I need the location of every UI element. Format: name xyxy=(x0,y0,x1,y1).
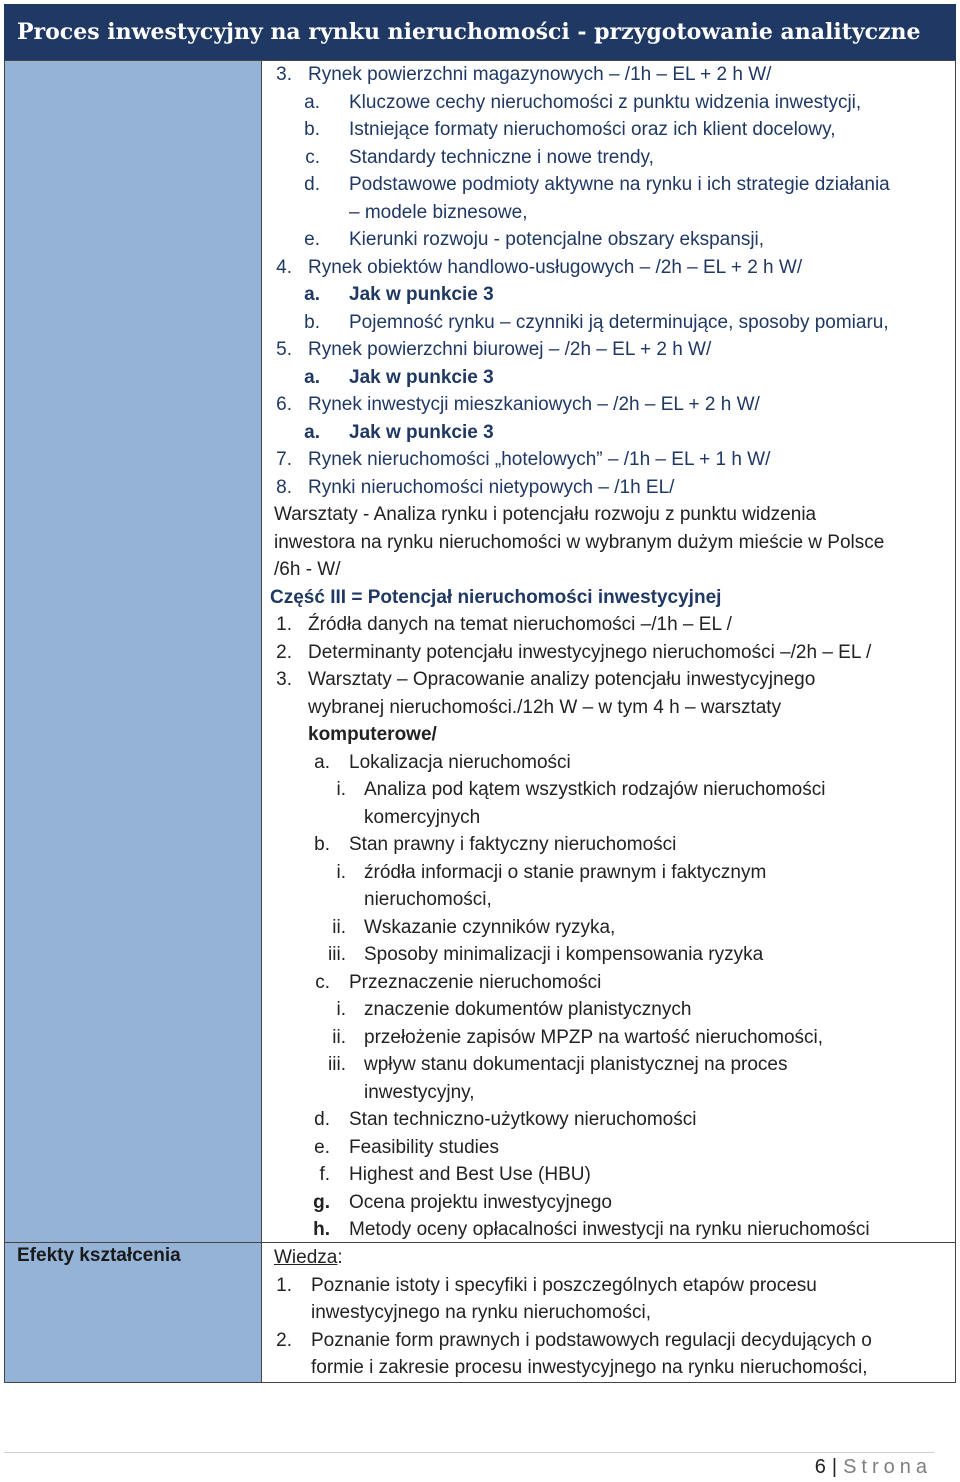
list-number: iii. xyxy=(328,1054,346,1075)
list-item-text: inwestycyjny, xyxy=(364,1082,475,1103)
list-number: ii. xyxy=(332,917,346,938)
list-number: a. xyxy=(304,92,320,113)
list-item-text: Feasibility studies xyxy=(349,1137,499,1158)
list-item-text: Ocena projektu inwestycyjnego xyxy=(349,1192,612,1213)
list-item-text: Rynek nieruchomości „hotelowych” – /1h – EL + 1 h W/ xyxy=(308,449,771,470)
page-footer xyxy=(815,1456,932,1479)
list-number: g. xyxy=(313,1192,330,1213)
list-number: i. xyxy=(336,779,346,800)
list-item-text: nieruchomości, xyxy=(364,889,492,910)
document-header xyxy=(4,4,956,60)
list-item-text: Lokalizacja nieruchomości xyxy=(349,752,571,773)
list-item-text: Analiza pod kątem wszystkich rodzajów nieruchomości xyxy=(364,779,826,800)
list-item-text: komputerowe/ xyxy=(308,724,437,745)
list-number: f. xyxy=(319,1164,330,1185)
list-number: 4. xyxy=(276,257,292,278)
header-title: Proces inwestycyjny na rynku nieruchomości - przygotowanie analityczne xyxy=(17,19,921,45)
list-number: a. xyxy=(304,422,320,443)
page-word: Strona xyxy=(843,1456,932,1478)
list-number: h. xyxy=(313,1219,330,1240)
list-number: a. xyxy=(304,284,320,305)
list-item-text: znaczenie dokumentów planistycznych xyxy=(364,999,692,1020)
list-number: b. xyxy=(314,834,330,855)
paragraph-line: Warsztaty - Analiza rynku i potencjału rozwoju z punktu widzenia xyxy=(274,504,817,525)
list-number: 8. xyxy=(276,477,292,498)
list-item-text: wybranej nieruchomości./12h W – w tym 4 h – warsztaty xyxy=(308,697,782,718)
list-item-text: Sposoby minimalizacji i kompensowania ryzyka xyxy=(364,944,764,965)
list-number: ii. xyxy=(332,1027,346,1048)
footer-rule xyxy=(4,1452,934,1453)
list-number: iii. xyxy=(328,944,346,965)
list-item-text: źródła informacji o stanie prawnym i faktycznym xyxy=(364,862,767,883)
list-item-text: Poznanie istoty i specyfiki i poszczególnych etapów procesu xyxy=(311,1275,817,1296)
list-item-text: Jak w punkcie 3 xyxy=(349,284,494,305)
paragraph-line: inwestora na rynku nieruchomości w wybranym dużym mieście w Polsce xyxy=(274,532,885,553)
list-number: e. xyxy=(304,229,320,250)
list-number: c. xyxy=(315,972,330,993)
list-number: a. xyxy=(314,752,330,773)
list-number: 3. xyxy=(276,669,292,690)
list-item-text: przełożenie zapisów MPZP na wartość nieruchomości, xyxy=(364,1027,824,1048)
list-item-text: Kierunki rozwoju - potencjalne obszary ekspansji, xyxy=(349,229,765,250)
list-number: c. xyxy=(305,147,320,168)
list-number: 2. xyxy=(276,1330,292,1351)
paragraph-line: /6h - W/ xyxy=(274,559,341,580)
list-item-text: Metody oceny opłacalności inwestycji na rynku nieruchomości xyxy=(349,1219,870,1240)
list-number: i. xyxy=(336,862,346,883)
list-item-text: Przeznaczenie nieruchomości xyxy=(349,972,602,993)
list-item-text: Stan prawny i faktyczny nieruchomości xyxy=(349,834,677,855)
list-item-text: Rynek inwestycji mieszkaniowych – /2h – EL + 2 h W/ xyxy=(308,394,760,415)
list-item-text: inwestycyjnego na rynku nieruchomości, xyxy=(311,1302,652,1323)
list-number: 5. xyxy=(276,339,292,360)
list-number: 3. xyxy=(276,64,292,85)
left-column xyxy=(4,60,262,1383)
list-number: e. xyxy=(314,1137,330,1158)
list-number: i. xyxy=(336,999,346,1020)
list-item-text: Źródła danych na temat nieruchomości –/1h – EL / xyxy=(308,614,732,635)
list-item-text: Rynek powierzchni biurowej – /2h – EL + 2 h W/ xyxy=(308,339,712,360)
list-number: 1. xyxy=(276,614,292,635)
list-item-text: Warsztaty – Opracowanie analizy potencjału inwestycyjnego xyxy=(308,669,816,690)
page-number: 6 xyxy=(814,1456,826,1478)
list-item-text: formie i zakresie procesu inwestycyjnego na rynku nieruchomości, xyxy=(311,1357,868,1378)
list-item-text: Podstawowe podmioty aktywne na rynku i ich strategie działania xyxy=(349,174,890,195)
list-item-text: Jak w punkcie 3 xyxy=(349,367,494,388)
list-item-text: Rynek powierzchni magazynowych – /1h – EL + 2 h W/ xyxy=(308,64,772,85)
list-item-text: Rynek obiektów handlowo-usługowych – /2h – EL + 2 h W/ xyxy=(308,257,803,278)
list-item-text: Kluczowe cechy nieruchomości z punktu widzenia inwestycji, xyxy=(349,92,862,113)
wiedza-heading: Wiedza: xyxy=(274,1247,343,1268)
list-number: d. xyxy=(314,1109,330,1130)
footer-separator: | xyxy=(831,1456,838,1478)
list-item-text: Highest and Best Use (HBU) xyxy=(349,1164,591,1185)
list-item-text: Determinanty potencjału inwestycyjnego nieruchomości –/2h – EL / xyxy=(308,642,872,663)
list-number: d. xyxy=(304,174,320,195)
section-heading: Część III = Potencjał nieruchomości inwestycyjnej xyxy=(270,587,722,608)
list-number: b. xyxy=(304,312,320,333)
list-item-text: Poznanie form prawnych i podstawowych regulacji decydujących o xyxy=(311,1330,872,1351)
list-number: 7. xyxy=(276,449,292,470)
list-item-text: Istniejące formaty nieruchomości oraz ich klient docelowy, xyxy=(349,119,836,140)
list-item-text: Stan techniczno-użytkowy nieruchomości xyxy=(349,1109,697,1130)
list-number: a. xyxy=(304,367,320,388)
list-item-text: wpływ stanu dokumentacji planistycznej na proces xyxy=(364,1054,788,1075)
list-item-text: Jak w punkcie 3 xyxy=(349,422,494,443)
list-item-text: Wskazanie czynników ryzyka, xyxy=(364,917,616,938)
list-number: 6. xyxy=(276,394,292,415)
list-item-text: Pojemność rynku – czynniki ją determinujące, sposoby pomiaru, xyxy=(349,312,889,333)
efekty-ksztalcenia-label: Efekty kształcenia xyxy=(17,1245,181,1266)
list-number: 2. xyxy=(276,642,292,663)
list-item-text: Rynki nieruchomości nietypowych – /1h EL/ xyxy=(308,477,675,498)
list-item-text: – modele biznesowe, xyxy=(349,202,528,223)
list-item-text: Standardy techniczne i nowe trendy, xyxy=(349,147,654,168)
list-item-text: komercyjnych xyxy=(364,807,481,828)
list-number: 1. xyxy=(276,1275,292,1296)
list-number: b. xyxy=(304,119,320,140)
